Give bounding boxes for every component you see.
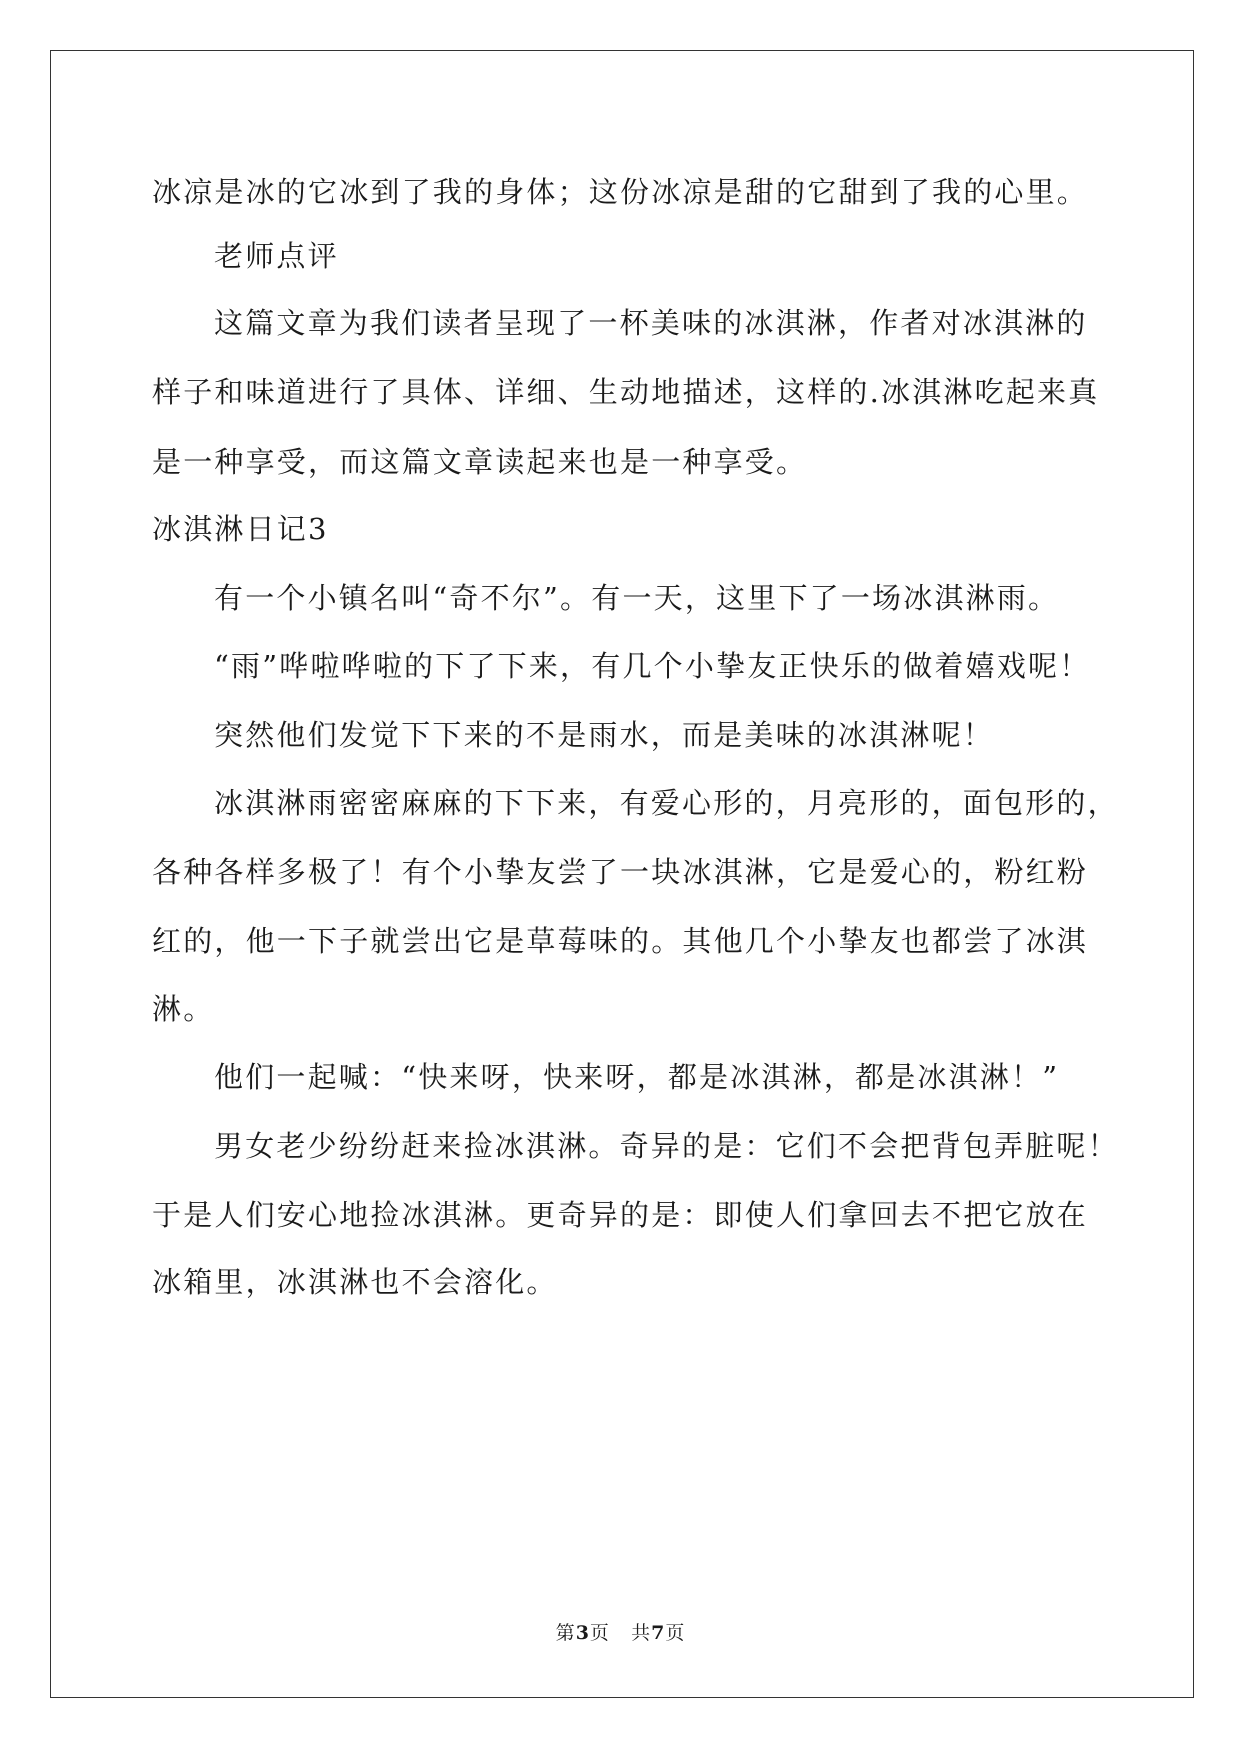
total-prefix: 共 (631, 1622, 652, 1644)
paragraph-line: 冰箱里，冰淇淋也不会溶化。 (152, 1265, 558, 1299)
paragraph-line: 样子和味道进行了具体、详细、生动地描述，这样的.冰淇淋吃起来真 (152, 375, 1100, 409)
paragraph-line: 突然他们发觉下下来的不是雨水，而是美味的冰淇淋呢！ (214, 718, 995, 752)
paragraph-line: 这篇文章为我们读者呈现了一杯美味的冰淇淋，作者对冰淇淋的 (214, 306, 1088, 340)
section-heading-teacher-comment: 老师点评 (214, 239, 339, 273)
paragraph-line: 淋。 (152, 992, 215, 1026)
paragraph-line: 各种各样多极了！有个小挚友尝了一块冰淇淋，它是爱心的，粉红粉 (152, 855, 1089, 889)
page-prefix: 第 (555, 1622, 576, 1644)
paragraph-line: 冰凉是冰的它冰到了我的身体；这份冰凉是甜的它甜到了我的心里。 (152, 175, 1089, 209)
paragraph-line: 冰淇淋雨密密麻麻的下下来，有爱心形的，月亮形的，面包形的， (214, 786, 1119, 820)
paragraph-line: 于是人们安心地捡冰淇淋。更奇异的是：即使人们拿回去不把它放在 (152, 1198, 1089, 1232)
section-heading-diary-3: 冰淇淋日记3 (152, 512, 329, 546)
paragraph-line: 有一个小镇名叫“奇不尔”。有一天，这里下了一场冰淇淋雨。 (214, 581, 1060, 615)
paragraph-line: 红的，他一下子就尝出它是草莓味的。其他几个小挚友也都尝了冰淇 (152, 924, 1089, 958)
page-number: 3 (575, 1622, 590, 1644)
page-footer (0, 1618, 1241, 1645)
paragraph-line: 男女老少纷纷赶来捡冰淇淋。奇异的是：它们不会把背包弄脏呢！ (214, 1129, 1119, 1163)
paragraph-line: “雨”哗啦哗啦的下了下来，有几个小挚友正快乐的做着嬉戏呢！ (214, 649, 1091, 683)
paragraph-line: 他们一起喊：“快来呀，快来呀，都是冰淇淋，都是冰淇淋！” (214, 1060, 1060, 1094)
page-suffix: 页 (589, 1622, 610, 1644)
total-suffix: 页 (665, 1622, 686, 1644)
total-pages: 7 (651, 1622, 666, 1644)
paragraph-line: 是一种享受，而这篇文章读起来也是一种享受。 (152, 445, 808, 479)
